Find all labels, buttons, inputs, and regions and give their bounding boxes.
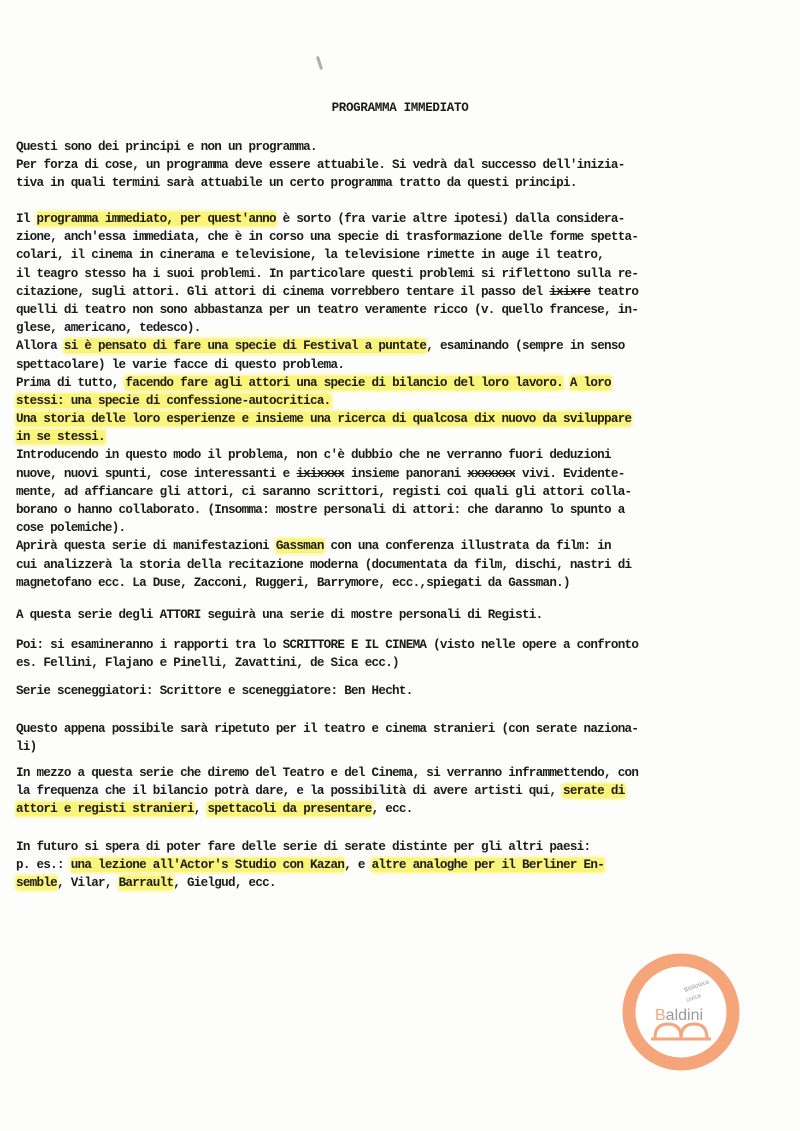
text-segment: In futuro si spera di poter fare delle serie di serate distinte per gli altri paesi: <box>16 840 591 854</box>
text-segment: Prima di tutto, <box>16 375 126 390</box>
text-segment: magnetofano ecc. La Duse, Zacconi, Ruggeri, Barrymore, ecc.,spiegati da Gassman.) <box>16 575 570 590</box>
highlighted-text: una lezione all'Actor's Studio con Kazan <box>70 858 345 873</box>
text-segment <box>563 376 570 390</box>
paragraph <box>16 606 800 624</box>
highlighted-text: semble <box>16 876 58 891</box>
text-line <box>16 138 800 156</box>
text-line <box>16 501 800 519</box>
text-line <box>16 356 800 374</box>
text-segment: Questi sono dei principi e non un programma. <box>16 140 317 154</box>
paragraph <box>16 682 800 700</box>
text-line <box>16 574 800 592</box>
text-line <box>16 465 800 483</box>
pen-mark <box>316 56 323 70</box>
text-segment: , Vilar, <box>57 876 119 891</box>
text-segment: è sorto (fra varie altre ipotesi) dalla considera- <box>275 212 625 226</box>
text-segment: Serie sceneggiatori: Scrittore e sceneggiatore: Ben Hecht. <box>16 684 413 698</box>
text-segment: nuove, nuovi spunti, cose interessanti e <box>16 466 297 481</box>
text-segment: mente, ad affiancare gli attori, ci saranno scrittori, registi coi quali gli attori colla- <box>16 484 632 499</box>
logo-small-text-1: Biblioteca <box>683 979 711 994</box>
text-line <box>16 556 800 574</box>
text-line <box>16 319 800 337</box>
text-segment: borano o hanno collaborato. (Insomma: mostre personali di attori: che daranno lo spunto a <box>16 503 625 517</box>
text-segment: Per forza di cose, un programma deve essere attuabile. Si vedrà dal successo dell'inizia- <box>16 158 625 173</box>
highlighted-text: facendo fare agli attori una specie di bilancio del loro lavoro. <box>125 375 564 390</box>
text-segment: Allora <box>16 339 64 354</box>
logo-brand-text: Baldini <box>655 1007 704 1024</box>
text-segment: la frequenza che il bilancio potrà dare, e la possibilità di avere artisti qui, <box>16 784 563 799</box>
highlighted-text: attori e registi stranieri <box>16 802 194 817</box>
text-segment: glese, americano, tedesco). <box>16 321 201 336</box>
paragraph <box>16 636 800 672</box>
text-line <box>16 519 800 537</box>
text-line <box>16 301 800 319</box>
logo-small-text-2: civica <box>685 993 702 1004</box>
text-segment: cose polemiche). <box>16 521 126 536</box>
text-line <box>16 682 800 700</box>
text-line <box>16 483 800 501</box>
highlighted-text: programma immediato, per quest'anno <box>36 212 276 226</box>
paragraph <box>16 838 800 893</box>
text-line <box>16 410 800 428</box>
text-line <box>16 838 800 856</box>
text-segment: , esaminando (sempre in senso <box>426 339 625 354</box>
text-segment: A questa serie degli ATTORI seguirà una serie di mostre personali di Registi. <box>16 608 543 622</box>
text-segment: zione, anch'essa immediata, che è in corso una specie di trasformazione delle forme spetta- <box>16 230 639 245</box>
text-line <box>16 606 800 624</box>
highlighted-text: Gassman <box>275 539 324 554</box>
highlighted-text: Una storia delle loro esperienze e insieme una ricerca di qualcosa dix nuovo da sviluppare <box>16 412 632 427</box>
text-line <box>16 174 800 192</box>
text-segment: Introducendo in questo modo il problema, non c'è dubbio che ne verranno fuori deduzioni <box>16 448 611 463</box>
text-segment: vivi. Evidente- <box>515 466 625 481</box>
text-segment: tiva in quali termini sarà attuabile un certo programma tratto da questi principi. <box>16 176 577 191</box>
text-line <box>16 738 800 756</box>
text-segment: Poi: si esamineranno i rapporti tra lo SCRITTORE E IL CINEMA (visto nelle opere a confronto <box>16 638 639 652</box>
paragraph <box>16 720 800 756</box>
text-segment: Questo appena possibile sarà ripetuto per il teatro e cinema stranieri (con serate naziona- <box>16 722 639 736</box>
text-segment: con una conferenza illustrata da film: in <box>323 539 611 554</box>
text-line <box>16 337 800 355</box>
text-segment: , <box>193 802 208 817</box>
text-line <box>16 265 800 283</box>
text-line <box>16 654 800 672</box>
highlighted-text: altre analoghe per il Berliner En- <box>371 858 605 873</box>
text-segment: quelli di teatro non sono abbastanza per un teatro veramente ricco (v. quello francese, in- <box>16 302 639 317</box>
text-segment: il teagro stesso ha i suoi problemi. In particolare questi problemi si riflettono sulla re- <box>16 266 639 281</box>
text-segment: Aprirà questa serie di manifestazioni <box>16 539 276 554</box>
text-line <box>16 720 800 738</box>
highlighted-text: A loro <box>569 375 611 390</box>
text-line <box>16 392 800 410</box>
highlighted-text: si è pensato di fare una specie di Festival a puntate <box>63 339 427 354</box>
text-segment: cui analizzerà la storia della recitazione moderna (documentata da film, dischi, nastri di <box>16 557 632 572</box>
text-segment: insieme panorani <box>344 466 468 481</box>
highlighted-text: in se stessi. <box>16 430 105 445</box>
text-line <box>16 228 800 246</box>
text-segment: citazione, sugli attori. Gli attori di cinema vorrebbero tentare il passo del <box>16 284 550 299</box>
text-segment: colari, il cinema in cinerama e televisione, la televisione rimette in auge il teatro, <box>16 248 605 263</box>
highlighted-text: spettacoli da presentare <box>207 802 372 817</box>
highlighted-text: Barrault <box>118 876 174 891</box>
text-line <box>16 782 800 800</box>
text-line <box>16 856 800 874</box>
text-segment: p. es.: <box>16 858 71 873</box>
highlighted-text: serate di <box>563 784 625 799</box>
paragraph <box>16 138 800 193</box>
text-line <box>16 764 800 782</box>
text-segment: , ecc. <box>371 802 413 817</box>
library-logo <box>621 952 741 1072</box>
text-line <box>16 156 800 174</box>
text-line <box>16 210 800 228</box>
text-line <box>16 874 800 892</box>
text-line <box>16 636 800 654</box>
text-line <box>16 446 800 464</box>
text-line <box>16 246 800 264</box>
text-segment: spettacolare) le varie facce di questo problema. <box>16 357 345 372</box>
text-segment: , Gielgud, ecc. <box>173 876 276 891</box>
text-line <box>16 800 800 818</box>
text-segment: teatro <box>590 284 639 299</box>
text-segment: es. Fellini, Flajano e Pinelli, Zavattini, de Sica ecc.) <box>16 656 399 671</box>
paragraph <box>16 210 800 592</box>
text-segment: li) <box>16 740 37 755</box>
document-title: PROGRAMMA IMMEDIATO <box>331 101 469 115</box>
text-segment: , e <box>344 858 372 873</box>
text-line <box>16 283 800 301</box>
text-line <box>16 428 800 446</box>
struck-text: ixixxxx <box>296 466 345 481</box>
text-line <box>16 537 800 555</box>
paragraph <box>16 764 800 819</box>
struck-text: ixixre <box>549 284 591 299</box>
struck-text: xxxxxxx <box>467 466 516 481</box>
text-segment: Il <box>16 212 37 226</box>
text-segment: In mezzo a questa serie che diremo del Teatro e del Cinema, si verranno inframmettendo, con <box>16 766 639 780</box>
highlighted-text: stessi: una specie di confessione-autocritica. <box>16 393 331 408</box>
text-line <box>16 374 800 392</box>
